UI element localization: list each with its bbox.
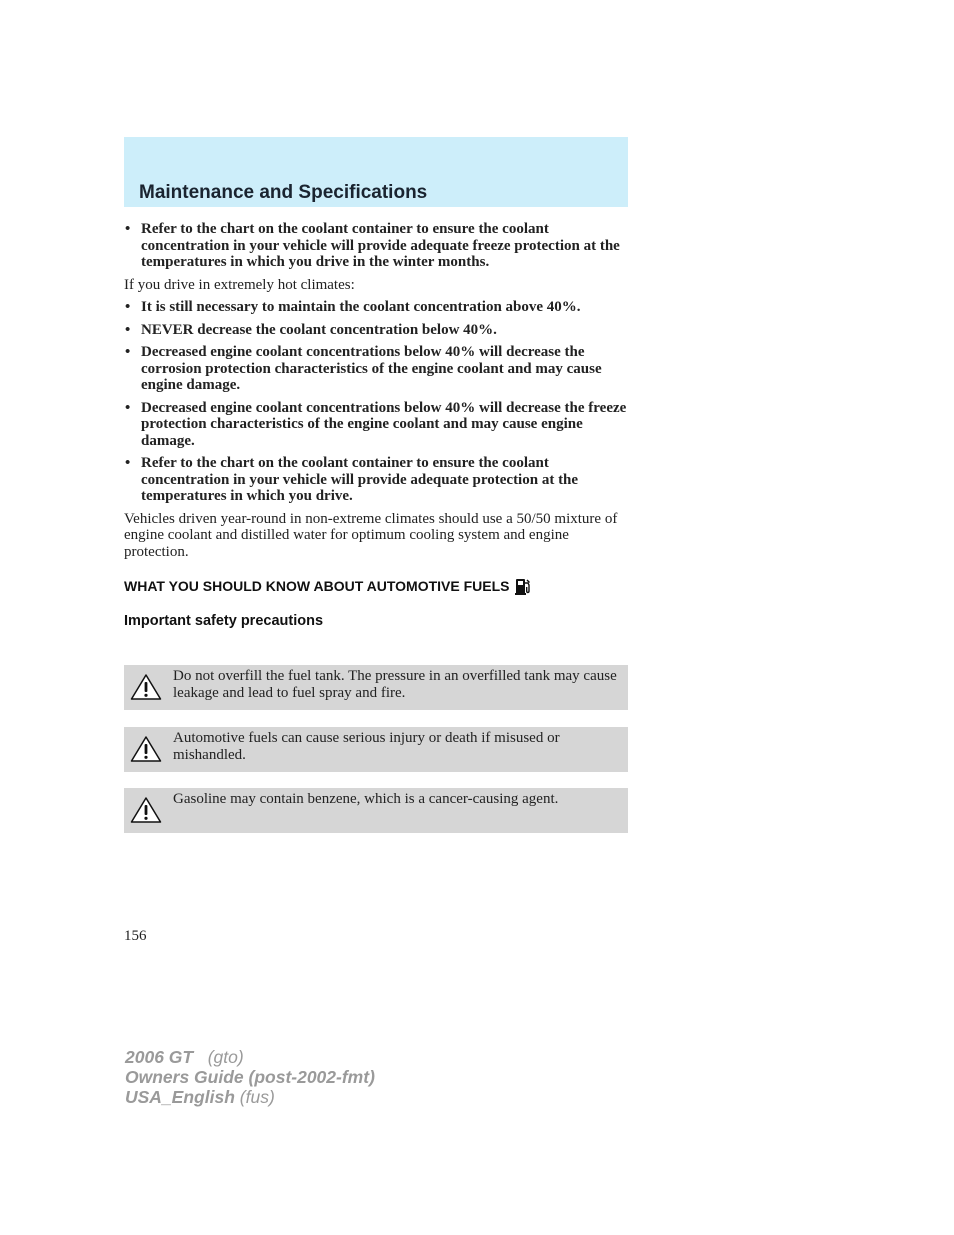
bullet-dot: • bbox=[125, 299, 131, 315]
fuel-pump-icon bbox=[514, 576, 532, 596]
bullet-text: NEVER decrease the coolant concentration below 40%. bbox=[141, 321, 497, 338]
list-item bbox=[124, 344, 630, 394]
warning-box bbox=[124, 788, 628, 833]
bullet-dot: • bbox=[125, 344, 131, 360]
bullet-dot: • bbox=[125, 399, 131, 416]
warning-triangle-icon bbox=[130, 673, 162, 701]
list-item bbox=[124, 322, 630, 339]
hot-climates-intro: If you drive in extremely hot climates: bbox=[124, 276, 355, 293]
footer-model-code: (gto) bbox=[207, 1047, 244, 1067]
bullet-text: Refer to the chart on the coolant container to ensure the coolant concentration in your vehicle will provide adequate protection at the temperatures in which you drive. bbox=[141, 455, 579, 504]
footer-line-guide bbox=[125, 1067, 375, 1087]
footer-line-language bbox=[125, 1087, 375, 1107]
footer-guide: Owners Guide (post-2002-fmt) bbox=[125, 1067, 375, 1087]
bullet-dot: • bbox=[125, 221, 131, 237]
section-header-band bbox=[124, 137, 628, 207]
footer-model: 2006 GT bbox=[125, 1047, 194, 1067]
bullet-text: Decreased engine coolant concentrations below 40% will decrease the freeze protection characteristics of the engine coolant and may cause engine damage. bbox=[141, 399, 627, 449]
list-item bbox=[124, 221, 630, 271]
list-item bbox=[124, 299, 630, 316]
warning-box bbox=[124, 665, 628, 710]
footer-language-code: (fus) bbox=[239, 1087, 275, 1107]
warning-text: Do not overfill the fuel tank. The pressure in an overfilled tank may cause leakage and lead to fuel spray and fire. bbox=[173, 668, 617, 701]
bullet-text: Refer to the chart on the coolant container to ensure the coolant concentration in your vehicle will provide adequate freeze protection at the temperatures in which you drive in the winter months. bbox=[141, 221, 620, 270]
year-round-paragraph: Vehicles driven year-round in non-extreme climates should use a 50/50 mixture of engine coolant and distilled water for optimum cooling system and engine protection. bbox=[124, 510, 618, 560]
footer-line-model bbox=[125, 1047, 375, 1067]
section-title: Maintenance and Specifications bbox=[139, 182, 428, 203]
footer-language: USA_English bbox=[125, 1087, 235, 1107]
list-item bbox=[124, 455, 630, 505]
bullet-text: It is still necessary to maintain the coolant concentration above 40%. bbox=[141, 299, 581, 315]
section-heading-text: WHAT YOU SHOULD KNOW ABOUT AUTOMOTIVE FUELS bbox=[124, 578, 510, 594]
bullet-text: Decreased engine coolant concentrations below 40% will decrease the corrosion protection characteristics of the engine coolant and may cause engine damage. bbox=[141, 344, 602, 393]
subheading: Important safety precautions bbox=[124, 613, 324, 629]
fuels-section-heading bbox=[124, 576, 630, 596]
list-item bbox=[124, 400, 630, 450]
document-footer bbox=[125, 1047, 375, 1107]
page-number: 156 bbox=[124, 928, 147, 944]
bullet-dot: • bbox=[125, 455, 131, 471]
warning-triangle-icon bbox=[130, 796, 162, 824]
warning-text: Automotive fuels can cause serious injury or death if misused or mishandled. bbox=[173, 730, 560, 763]
bullet-dot: • bbox=[125, 321, 131, 338]
warning-box bbox=[124, 727, 628, 772]
warning-triangle-icon bbox=[130, 735, 162, 763]
main-content bbox=[124, 221, 630, 629]
warning-text: Gasoline may contain benzene, which is a cancer-causing agent. bbox=[173, 791, 559, 807]
